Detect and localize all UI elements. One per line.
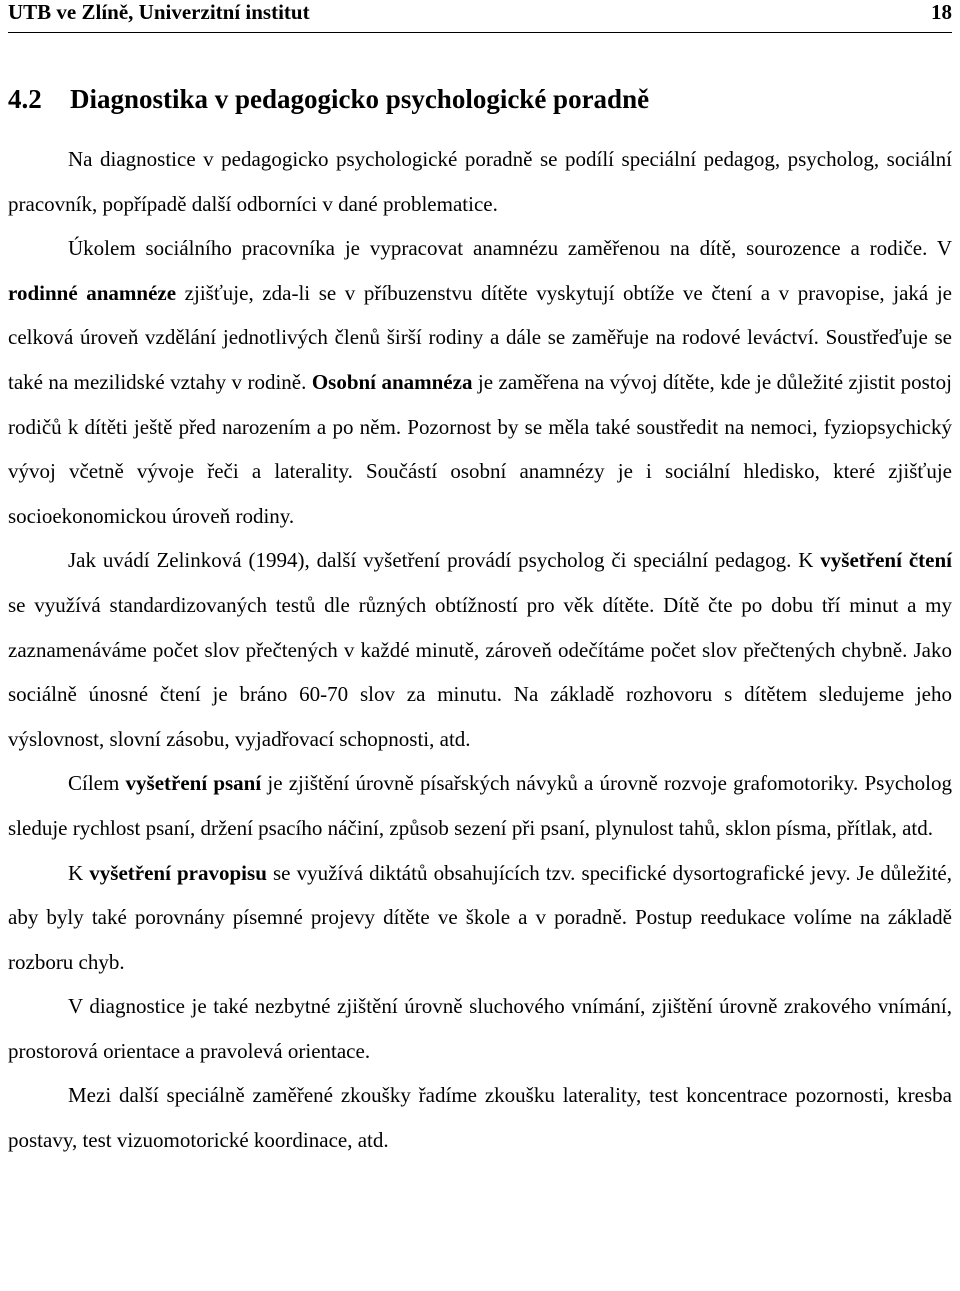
paragraph-text: se využívá diktátů obsahujících tzv. specifické dysortografické jevy. Je důležité, aby byly také porovnány písemné projevy dítěte ve škole a v poradně. Postup reedukace volíme na základě rozboru chyb. — [8, 860, 952, 974]
paragraph-text: zjišťuje, zda-li se v příbuzenstvu dítěte vyskytují obtíže ve čtení a v pravopise, jaká je celková úroveň vzdělání jednotlivých členů širší rodiny a dále se zaměřuje na rodové leváctví. Soustřeďuje se také na mezilidské vztahy v rodině. — [8, 280, 953, 394]
paragraph-4 — [8, 761, 952, 850]
paragraph-2 — [8, 226, 952, 538]
header-rule — [8, 32, 952, 33]
paragraph-text: je zjištění úrovně písařských návyků a úrovně rozvoje grafomotoriky. Psycholog sleduje rychlost psaní, držení psacího náčiní, způsob sezení při psaní, plynulost tahů, sklon písma, přítlak, atd. — [8, 771, 952, 840]
section-title: Diagnostika v pedagogicko psychologické poradně — [70, 84, 650, 114]
paragraph-text: Úkolem sociálního pracovníka je vypracovat anamnézu zaměřenou na dítě, sourozence a rodiče. V — [68, 236, 952, 261]
paragraph-text: se využívá standardizovaných testů dle různých obtížností pro věk dítěte. Dítě čte po dobu tří minut a my zaznamenáváme počet slov přečtených v každé minutě, zároveň odečítáme počet slov přečtených chybně. Jako sociálně únosné čtení je bráno 60-70 slov za minutu. Na základě rozhovoru s dítětem sledujeme jeho výslovnost, slovní zásobu, vyjadřovací schopnosti, atd. — [8, 592, 952, 751]
bold-term-vysetreni-pravopisu: vyšetření pravopisu — [89, 860, 267, 885]
section-number: 4.2 — [8, 84, 42, 114]
header-page-number: 18 — [931, 0, 952, 24]
bold-term-vysetreni-psani: vyšetření psaní — [125, 771, 262, 796]
page-header — [8, 0, 952, 25]
bold-term-vysetreni-cteni: vyšetření čtení — [820, 548, 952, 573]
paragraph-text: je zaměřena na vývoj dítěte, kde je důležité zjistit postoj rodičů k dítěti ještě před narozením a po něm. Pozornost by se měla také soustředit na nemoci, fyziopsychický vývoj včetně vývoje řeči a laterality. Součástí osobní anamnézy je i sociální hledisko, které zjišťuje socioekonomickou úroveň rodiny. — [8, 369, 952, 528]
paragraph-7 — [8, 1073, 952, 1162]
paragraph-text: Na diagnostice v pedagogicko psychologické poradně se podílí speciální pedagog, psycholog, sociální pracovník, popřípadě další odborníci v dané problematice. — [8, 147, 952, 216]
paragraph-5 — [8, 851, 952, 985]
paragraph-text: V diagnostice je také nezbytné zjištění úrovně sluchového vnímání, zjištění úrovně zrakového vnímání, prostorová orientace a pravolevá orientace. — [8, 994, 952, 1063]
document-page — [8, 0, 953, 1153]
paragraph-text: Mezi další speciálně zaměřené zkoušky řadíme zkoušku laterality, test koncentrace pozornosti, kresba postavy, test vizuomotorické koordinace, atd. — [8, 1083, 952, 1153]
header-institution: UTB ve Zlíně, Univerzitní institut — [8, 0, 310, 24]
paragraph-3 — [8, 538, 952, 761]
body-text — [8, 137, 952, 1163]
section-heading — [8, 82, 649, 116]
paragraph-text: Cílem — [68, 771, 126, 796]
paragraph-text: K — [68, 860, 90, 885]
paragraph-text: Jak uvádí Zelinková (1994), další vyšetření provádí psycholog či speciální pedagog. K — [68, 548, 821, 573]
bold-term-rodinna-anamneza: rodinné anamnéze — [8, 280, 177, 305]
paragraph-1 — [8, 137, 952, 226]
paragraph-6 — [8, 984, 952, 1073]
bold-term-osobni-anamneza: Osobní anamnéza — [311, 369, 473, 394]
